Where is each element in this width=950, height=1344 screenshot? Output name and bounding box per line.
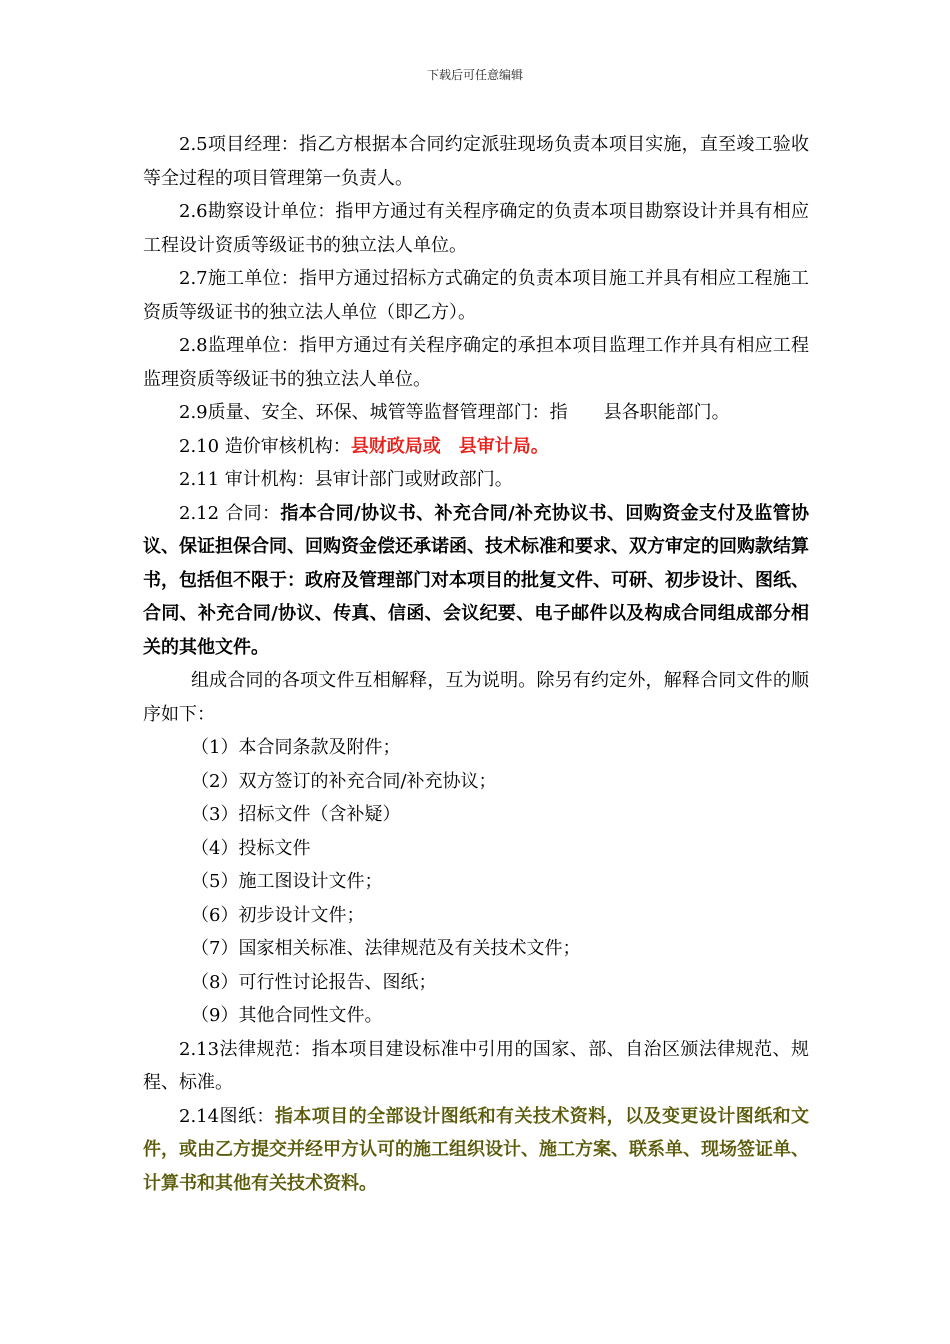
clause-2-12-label: 2.12 合同： <box>179 502 281 524</box>
order-intro: 组成合同的各项文件互相解释，互为说明。除另有约定外，解释合同文件的顺序如下： <box>143 670 809 725</box>
clause-2-7: 2.7施工单位：指甲方通过招标方式确定的负责本项目施工并具有相应工程施工资质等级证书的独立法人单位（即乙方）。 <box>143 268 809 323</box>
clause-2-12-value: 指本合同/协议书、补充合同/补充协议书、回购资金支付及监管协议、保证担保合同、回购资金偿还承诺函、技术标准和要求、双方审定的回购款结算书，包括但不限于：政府及管理部门对本项目的批复文件、可研、初步设计、图纸、合同、补充合同/协议、传真、信函、会议纪要、电子邮件以及构成合同组成部分相关的其他文件。 <box>143 502 809 658</box>
list-item: （3）招标文件（含补疑） <box>191 804 401 825</box>
list-item: （4）投标文件 <box>191 837 311 859</box>
clause-2-13: 2.13法律规范：指本项目建设标准中引用的国家、部、自治区颁法律规范、规程、标准。 <box>143 1038 809 1093</box>
clause-2-11: 2.11 审计机构：县审计部门或财政部门。 <box>179 469 513 490</box>
clause-2-5: 2.5项目经理：指乙方根据本合同约定派驻现场负责本项目实施，直至竣工验收等全过程的项目管理第一负责人。 <box>143 134 809 189</box>
document-body <box>143 128 809 1200</box>
clause-2-10-value: 县财政局或 县审计局。 <box>350 435 549 457</box>
list-item: （6）初步设计文件； <box>191 904 365 926</box>
list-item: （1）本合同条款及附件； <box>191 737 401 758</box>
clause-2-14-label: 2.14图纸： <box>179 1105 275 1127</box>
order-list <box>143 731 809 1033</box>
list-item: （7）国家相关标准、法律规范及有关技术文件； <box>191 938 581 959</box>
list-item: （2）双方签订的补充合同/补充协议； <box>191 770 497 792</box>
clause-2-12 <box>143 497 809 665</box>
clause-2-8: 2.8监理单位：指甲方通过有关程序确定的承担本项目监理工作并具有相应工程监理资质等级证书的独立法人单位。 <box>143 335 809 390</box>
page-header: 下载后可任意编辑 <box>426 68 523 82</box>
clause-2-14 <box>143 1100 809 1201</box>
clause-2-9: 2.9质量、安全、环保、城管等监督管理部门：指 县各职能部门。 <box>179 402 730 423</box>
list-item: （8）可行性讨论报告、图纸； <box>191 971 437 993</box>
clause-2-10 <box>143 430 809 464</box>
clause-2-6: 2.6勘察设计单位：指甲方通过有关程序确定的负责本项目勘察设计并具有相应工程设计资质等级证书的独立法人单位。 <box>143 201 809 256</box>
list-item: （5）施工图设计文件； <box>191 871 383 892</box>
clause-2-10-label: 2.10 造价审核机构： <box>179 435 351 457</box>
list-item: （9）其他合同性文件。 <box>191 1005 383 1026</box>
clause-2-14-value: 指本项目的全部设计图纸和有关技术资料，以及变更设计图纸和文件，或由乙方提交并经甲方认可的施工组织设计、施工方案、联系单、现场签证单、计算书和其他有关技术资料。 <box>143 1105 810 1194</box>
